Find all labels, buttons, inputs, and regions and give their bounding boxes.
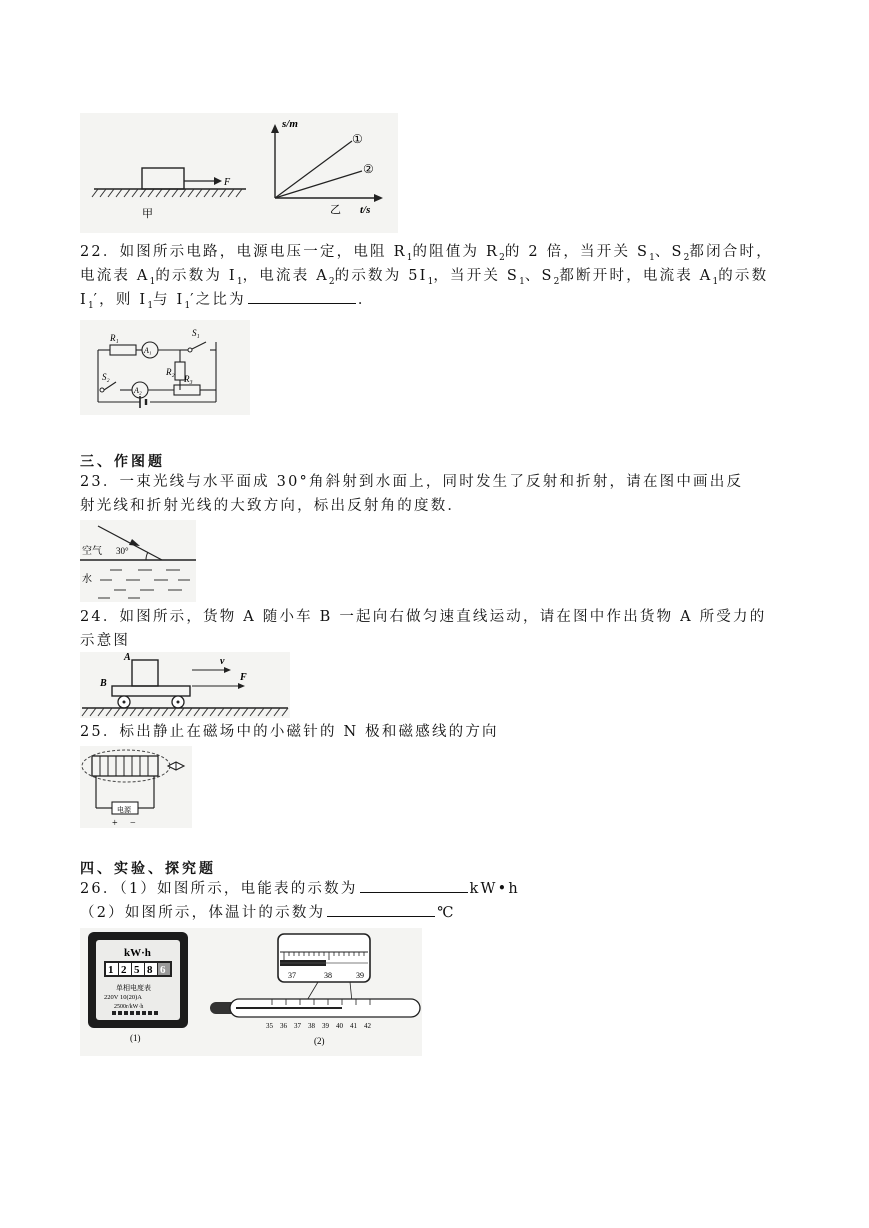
question-26-line-1: 26．（1）如图所示，电能表的示数为 kW•h (80, 878, 520, 901)
label-s1: S₁ (192, 328, 200, 338)
zoom-tick-37: 37 (288, 971, 296, 980)
label-r1: R₁ (110, 333, 119, 343)
label-a1: A₁ (144, 346, 152, 355)
label-power-source: 电源 (117, 806, 131, 814)
zoom-tick-39: 39 (356, 971, 364, 980)
label-r2: R₂ (166, 367, 175, 377)
question-22-line-1: 22．如图所示电路，电源电压一定，电阻 $R_1$的阻值为 $R_2$的 2 倍，当开关 $S_1$、$S_2$都闭合时， (80, 244, 773, 263)
figure-light-refraction (80, 520, 196, 602)
meter-rate: 2500r/kW·h (114, 1004, 144, 1010)
scale-tick-41: 41 (350, 1022, 357, 1030)
question-24-line-2: 示意图 (80, 633, 131, 649)
meter-digit-4: 8 (147, 964, 153, 976)
meter-digit-1: 1 (108, 964, 114, 976)
meter-digit-2: 2 (121, 964, 127, 976)
answer-blank-22[interactable] (248, 289, 356, 304)
label-a2: A₂ (134, 386, 142, 395)
caption-1: (1) (130, 1033, 141, 1043)
answer-blank-26-2[interactable] (327, 902, 435, 917)
question-22-line-3: $I_1'$，则 $I_1$与 $I_1'$之比为 ． (80, 289, 375, 318)
scale-tick-42: 42 (364, 1022, 371, 1030)
section-4-heading: 四、实验、探究题 (80, 861, 216, 877)
figure-meter-thermometer (80, 928, 422, 1056)
x-axis-label: t/s (360, 204, 371, 216)
force-label: F (224, 177, 231, 188)
scale-tick-38: 38 (308, 1022, 315, 1030)
meter-digit-5: 6 (160, 964, 166, 976)
figure-circuit (80, 320, 250, 415)
caption-yi: 乙 (330, 204, 341, 216)
question-26-line-2: （2）如图所示，体温计的示数为 ℃ (80, 902, 456, 925)
figure-cart (80, 652, 290, 718)
question-24-line-1: 24．如图所示，货物 A 随小车 B 一起向右做匀速直线运动，请在图中作出货物 A 所受力的 (80, 609, 767, 625)
line1-label: ① (352, 132, 363, 146)
question-23-line-1: 23．一束光线与水平面成 30°角斜射到水面上，同时发生了反射和折射，请在图中画出反 (80, 474, 744, 490)
meter-spec: 220V 10(20)A (104, 994, 142, 1001)
section-3-heading: 三、作图题 (80, 454, 165, 470)
label-air: 空气 (82, 546, 102, 557)
label-b: B (100, 678, 107, 689)
scale-tick-40: 40 (336, 1022, 343, 1030)
y-axis-label: s/m (282, 118, 298, 130)
meter-digit-3: 5 (134, 964, 140, 976)
figure-solenoid (80, 746, 192, 828)
scale-tick-36: 36 (280, 1022, 287, 1030)
label-f: F (240, 672, 247, 683)
label-plus: + (112, 818, 118, 828)
caption-2: (2) (314, 1036, 325, 1046)
answer-blank-26-1[interactable] (360, 878, 468, 893)
label-r3: R₃ (184, 374, 193, 384)
scale-tick-37: 37 (294, 1022, 301, 1030)
line2-label: ② (363, 162, 374, 176)
question-22-line-2: 电流表 $A_1$的示数为 $I_1$，电流表 $A_2$的示数为 $5I_1$，当开关 $S_1$、$S_2$都断开时，电流表 $A_1$的示数 (80, 268, 769, 287)
meter-name: 单相电度表 (116, 984, 151, 992)
label-s2: S₂ (102, 372, 110, 382)
caption-jia: 甲 (142, 208, 153, 220)
label-v: v (220, 656, 225, 667)
question-25-line-1: 25．标出静止在磁场中的小磁针的 N 极和磁感线的方向 (80, 724, 499, 740)
figure-motion-graphs (80, 113, 398, 233)
label-angle: 30° (116, 546, 129, 556)
question-23-line-2: 射光线和折射光线的大致方向，标出反射角的度数． (80, 498, 465, 514)
zoom-tick-38: 38 (324, 971, 332, 980)
meter-unit: kW·h (124, 947, 151, 959)
label-a: A (124, 652, 131, 663)
label-minus: − (130, 818, 136, 828)
label-water: 水 (82, 574, 92, 585)
scale-tick-35: 35 (266, 1022, 273, 1030)
scale-tick-39: 39 (322, 1022, 329, 1030)
